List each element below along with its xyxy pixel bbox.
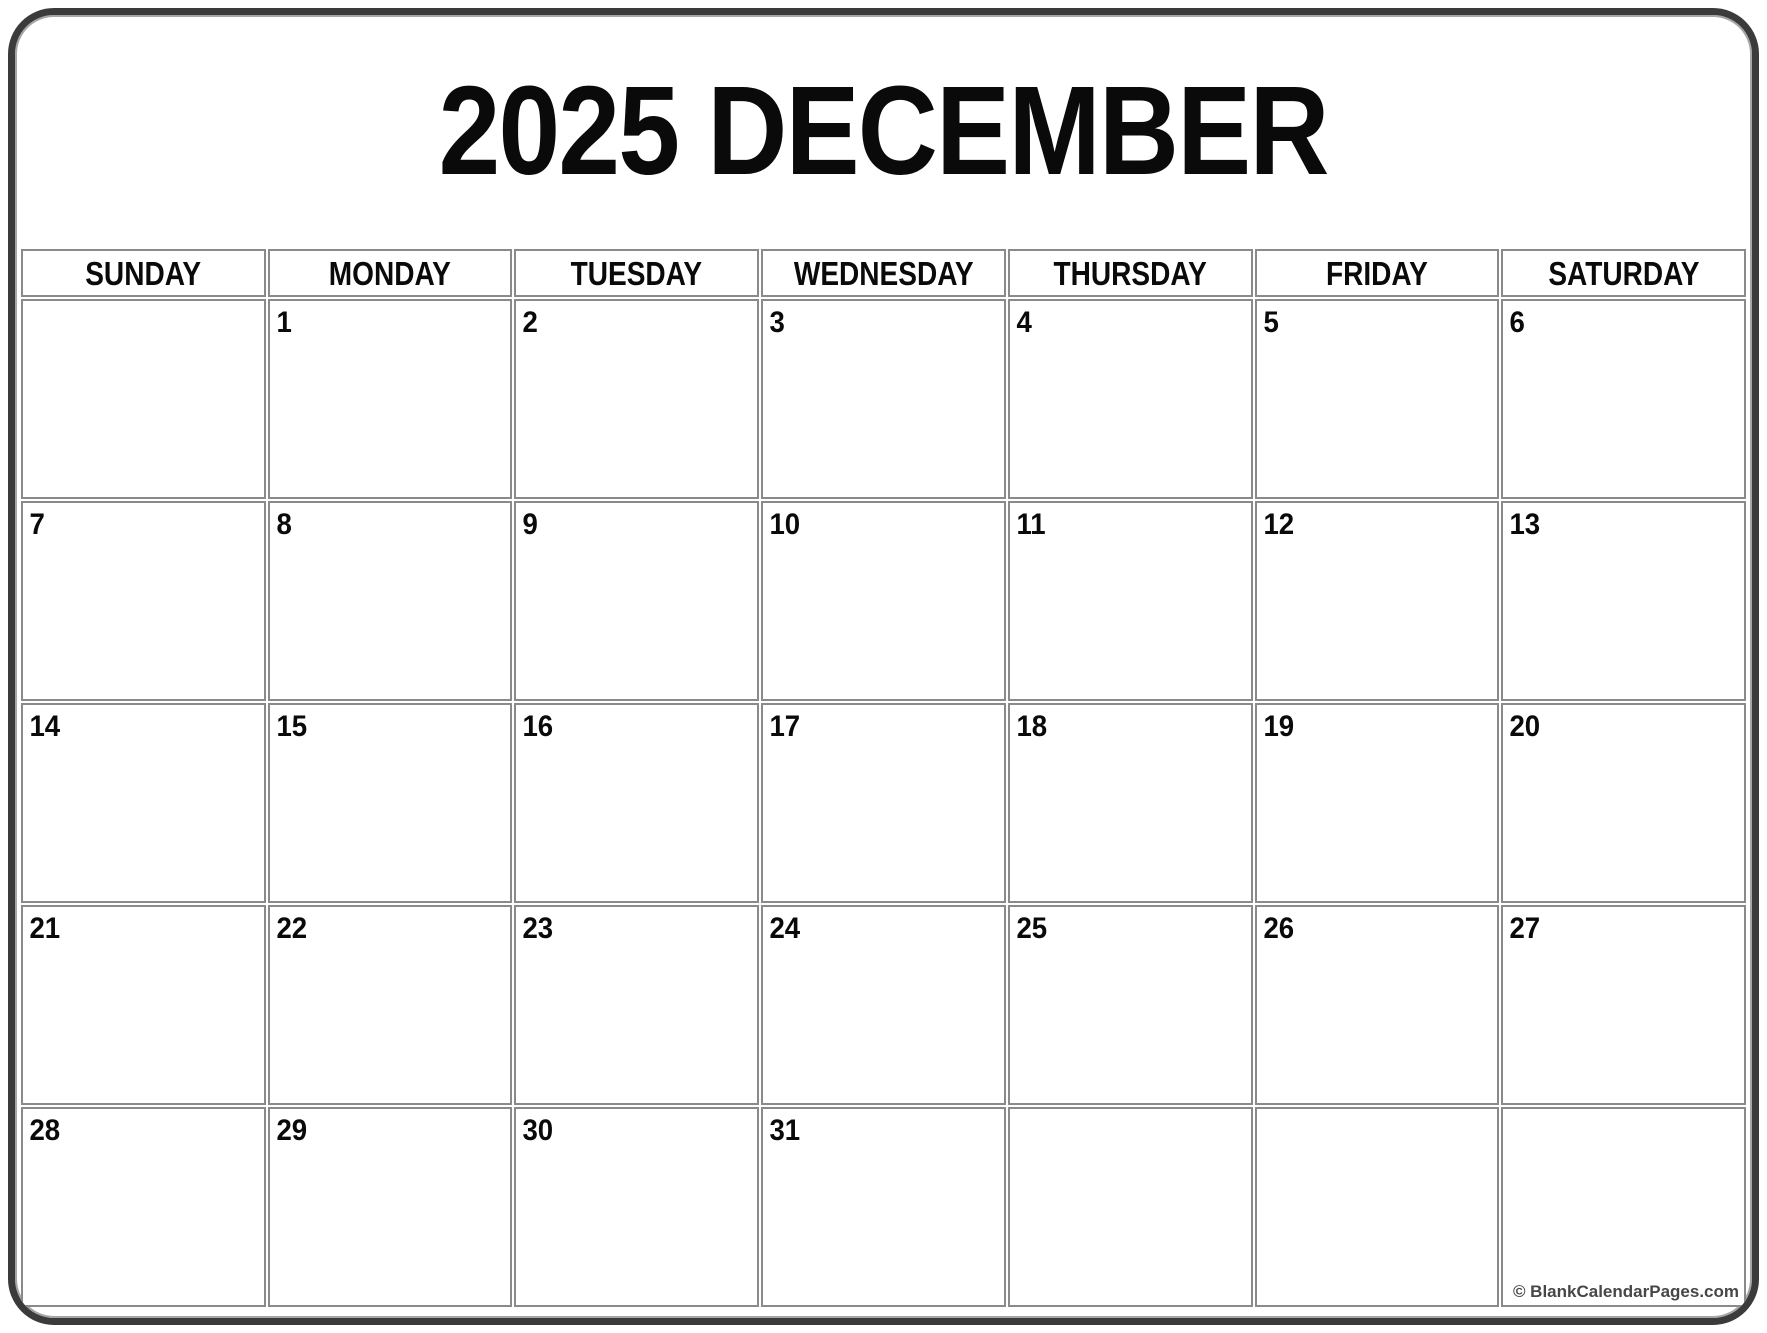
date-number: 14 xyxy=(29,710,61,743)
weekday-label: SUNDAY xyxy=(85,254,202,292)
date-number: 4 xyxy=(1016,306,1032,339)
calendar-page xyxy=(8,8,1759,1325)
day-cell xyxy=(268,501,513,701)
weekday-header-friday xyxy=(1255,249,1500,297)
weekday-label: FRIDAY xyxy=(1325,254,1428,292)
weekday-header-thursday xyxy=(1008,249,1253,297)
day-cell xyxy=(514,299,759,499)
day-cell xyxy=(1501,703,1746,903)
date-number: 19 xyxy=(1262,710,1294,743)
date-number: 27 xyxy=(1509,912,1541,945)
date-number: 5 xyxy=(1262,306,1279,339)
weekday-header-sunday xyxy=(21,249,266,297)
day-cell xyxy=(21,905,266,1105)
day-cell xyxy=(1255,1107,1500,1307)
date-number: 28 xyxy=(29,1114,61,1147)
date-number: 10 xyxy=(769,508,801,541)
day-cell xyxy=(1008,501,1253,701)
weekday-header-row xyxy=(21,249,1746,297)
date-number: 20 xyxy=(1509,710,1541,743)
date-number: 17 xyxy=(769,710,801,743)
calendar-grid xyxy=(19,247,1748,1309)
day-cell xyxy=(21,703,266,903)
date-number: 25 xyxy=(1016,912,1047,945)
day-cell xyxy=(21,299,266,499)
day-cell xyxy=(1501,905,1746,1105)
date-number xyxy=(1257,1117,1263,1122)
day-cell xyxy=(761,703,1006,903)
date-number: 12 xyxy=(1262,508,1294,541)
weekday-label: WEDNESDAY xyxy=(793,254,974,292)
week-row-5 xyxy=(21,1107,1746,1307)
weekday-header-tuesday xyxy=(514,249,759,297)
day-cell xyxy=(1008,299,1253,499)
day-cell xyxy=(268,1107,513,1307)
date-number: 1 xyxy=(276,306,292,339)
day-cell xyxy=(514,905,759,1105)
day-cell xyxy=(268,703,513,903)
date-number: 7 xyxy=(29,508,45,541)
day-cell xyxy=(1008,703,1253,903)
date-number: 18 xyxy=(1016,710,1047,743)
date-number: 26 xyxy=(1262,912,1294,945)
day-cell xyxy=(514,1107,759,1307)
date-number: 11 xyxy=(1016,508,1046,541)
week-row-4 xyxy=(21,905,1746,1105)
weekday-header-wednesday xyxy=(761,249,1006,297)
day-cell xyxy=(761,501,1006,701)
date-number xyxy=(23,309,29,314)
date-number: 16 xyxy=(522,710,554,743)
day-cell xyxy=(268,299,513,499)
date-number: 2 xyxy=(522,306,539,339)
day-cell xyxy=(21,501,266,701)
date-number: 22 xyxy=(276,912,307,945)
day-cell xyxy=(761,299,1006,499)
date-number: 9 xyxy=(522,508,539,541)
day-cell xyxy=(1255,299,1500,499)
week-row-3 xyxy=(21,703,1746,903)
weekday-label: SATURDAY xyxy=(1548,254,1700,292)
weekday-label: TUESDAY xyxy=(571,254,703,292)
date-number: 30 xyxy=(522,1114,554,1147)
day-cell xyxy=(1008,1107,1253,1307)
weekday-label: MONDAY xyxy=(329,254,452,292)
day-cell xyxy=(514,501,759,701)
date-number xyxy=(1503,1117,1509,1122)
date-number: 15 xyxy=(276,710,307,743)
date-number: 3 xyxy=(769,306,785,339)
day-cell xyxy=(1501,299,1746,499)
date-number: 21 xyxy=(29,912,61,945)
weekday-header-saturday xyxy=(1501,249,1746,297)
day-cell xyxy=(1255,501,1500,701)
calendar-title-text: 2025 DECEMBER xyxy=(438,60,1329,201)
date-number: 24 xyxy=(769,912,801,945)
date-number xyxy=(1010,1117,1016,1122)
day-cell xyxy=(268,905,513,1105)
date-number: 29 xyxy=(276,1114,307,1147)
day-cell xyxy=(761,905,1006,1105)
day-cell xyxy=(514,703,759,903)
week-row-2 xyxy=(21,501,1746,701)
weekday-header-monday xyxy=(268,249,513,297)
weekday-label: THURSDAY xyxy=(1053,254,1207,292)
date-number: 13 xyxy=(1509,508,1541,541)
date-number: 23 xyxy=(522,912,554,945)
day-cell xyxy=(1008,905,1253,1105)
day-cell xyxy=(1255,703,1500,903)
calendar-title xyxy=(15,15,1752,247)
day-cell xyxy=(1501,501,1746,701)
date-number: 6 xyxy=(1509,306,1526,339)
watermark-text: © BlankCalendarPages.com xyxy=(1512,1282,1739,1302)
day-cell watermark-cell xyxy=(1501,1107,1746,1307)
day-cell xyxy=(21,1107,266,1307)
day-cell xyxy=(1255,905,1500,1105)
date-number: 8 xyxy=(276,508,292,541)
day-cell xyxy=(761,1107,1006,1307)
date-number: 31 xyxy=(769,1114,801,1147)
week-row-1 xyxy=(21,299,1746,499)
